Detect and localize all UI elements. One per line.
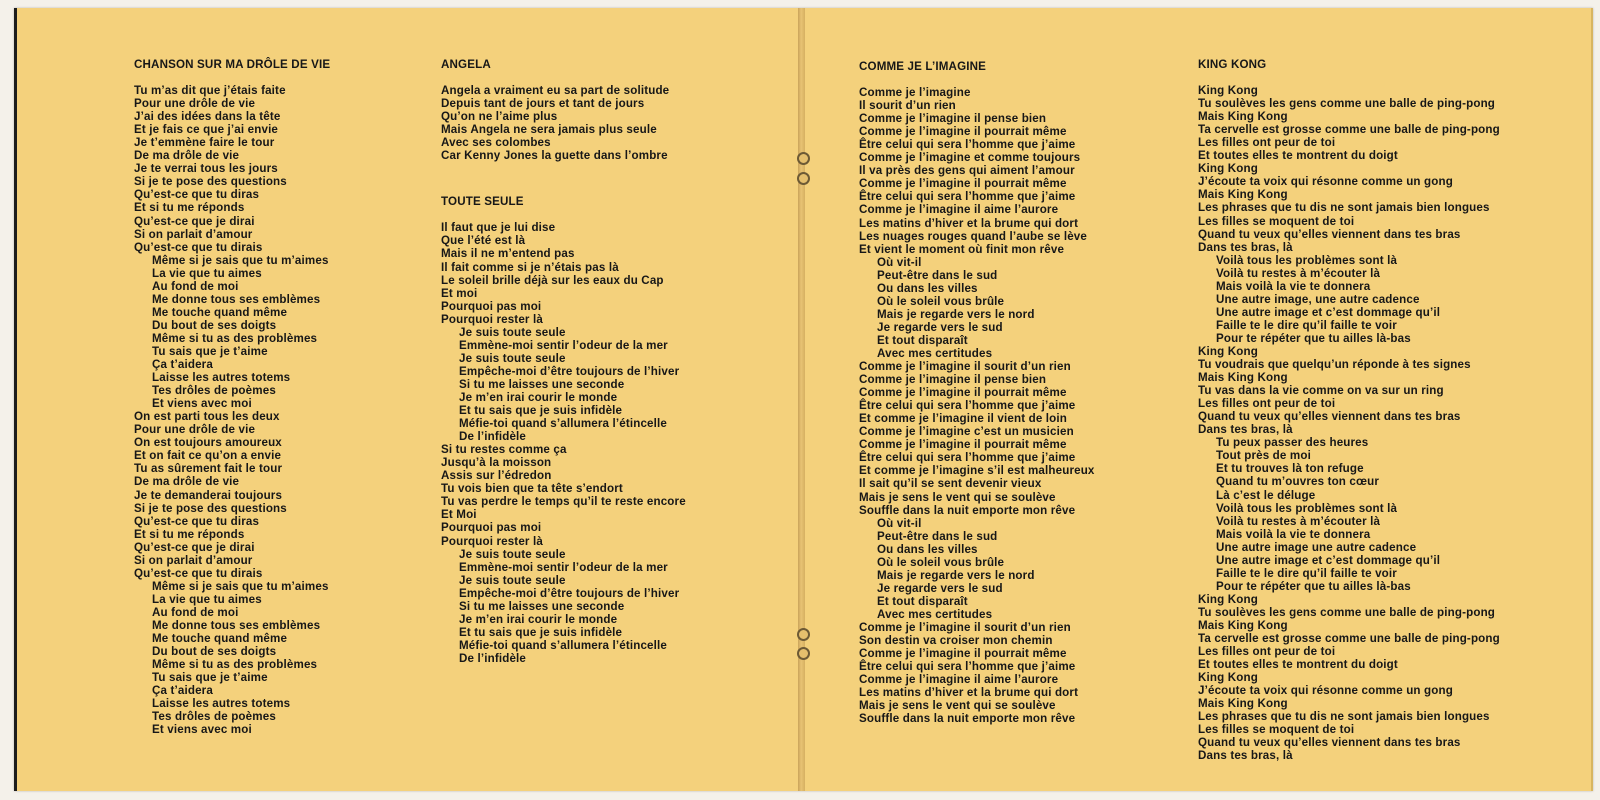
lyric-line: Il sait qu’il se sent devenir vieux <box>859 477 1042 491</box>
lyric-line: Tu as sûrement fait le tour <box>134 462 283 476</box>
lyric-line: Au fond de moi <box>152 279 239 293</box>
lyric-line: Comme je l’imagine il pense bien <box>859 373 1047 387</box>
lyric-line: Les phrases que tu dis ne sont jamais bien longues <box>1198 710 1490 724</box>
song-chanson <box>134 58 330 736</box>
lyric-line: Être celui qui sera l’homme que j’aime <box>859 399 1076 413</box>
lyric-line: Les phrases que tu dis ne sont jamais bien longues <box>1198 201 1490 215</box>
lyric-line: Mais King Kong <box>1198 110 1288 124</box>
lyric-line: Les filles ont peur de toi <box>1198 645 1336 659</box>
lyric-line: Où vit-il <box>877 255 922 269</box>
lyric-line: Angela a vraiment eu sa part de solitude <box>441 84 670 98</box>
lyric-line: Le soleil brille déjà sur les eaux du Cap <box>441 273 664 287</box>
lyric-line: De ma drôle de vie <box>134 149 240 163</box>
lyric-line: Mais voilà la vie te donnera <box>1216 279 1371 293</box>
lyric-line: King Kong <box>1198 671 1258 685</box>
lyric-line: Dans tes bras, là <box>1198 240 1293 254</box>
lyric-line: Comme je l’imagine il sourit d’un rien <box>859 360 1071 374</box>
lyric-line: Je suis toute seule <box>459 573 566 587</box>
lyric-line: Pourquoi pas moi <box>441 299 542 313</box>
lyric-line: Tu voudrais que quelqu’un réponde à tes signes <box>1198 358 1471 372</box>
lyric-line: Et si tu me réponds <box>134 527 245 541</box>
lyric-line: Tu soulèves les gens comme une balle de ping-pong <box>1198 97 1496 111</box>
lyric-line: Être celui qui sera l’homme que j’aime <box>859 451 1076 465</box>
lyric-line: Même si tu as des problèmes <box>152 331 318 345</box>
lyric-line: Et moi <box>441 286 478 300</box>
lyric-line: Comme je l’imagine <box>859 86 971 100</box>
lyric-line: Mais King Kong <box>1198 188 1288 202</box>
lyric-line: Je regarde vers le sud <box>877 581 1003 595</box>
lyric-line: Et tu sais que je suis infidèle <box>459 404 623 418</box>
lyric-line: Car Kenny Jones la guette dans l’ombre <box>441 149 668 163</box>
lyric-line: Ou dans les villes <box>877 542 978 556</box>
lyric-line: Il faut que je lui dise <box>441 221 556 235</box>
lyric-line: Qu’est-ce que tu dirais <box>134 240 263 254</box>
song-toute-seule <box>441 195 686 665</box>
lyric-line: Et viens avec moi <box>152 723 252 737</box>
lyric-line: Mais je regarde vers le nord <box>877 307 1035 321</box>
lyric-line: Qu’est-ce que tu diras <box>134 188 260 202</box>
lyric-line: Là c’est le déluge <box>1216 488 1316 502</box>
lyric-line: Comme je l’imagine il pourrait même <box>859 125 1067 139</box>
lyric-line: Me donne tous ses emblèmes <box>152 292 321 306</box>
lyric-line: Il fait comme si je n’étais pas là <box>441 260 619 274</box>
lyric-line: Du bout de ses doigts <box>152 645 277 659</box>
lyric-line: Être celui qui sera l’homme que j’aime <box>859 190 1076 204</box>
lyric-line: Mais je regarde vers le nord <box>877 568 1035 582</box>
lyric-line: Où vit-il <box>877 516 922 530</box>
lyric-line: Tu vas dans la vie comme on va sur un ring <box>1198 384 1444 398</box>
lyric-line: Les matins d’hiver et la brume qui dort <box>859 216 1079 230</box>
staple-top <box>797 152 810 165</box>
lyric-line: Son destin va croiser mon chemin <box>859 634 1053 648</box>
lyric-line: Être celui qui sera l’homme que j’aime <box>859 660 1076 674</box>
lyric-line: Où le soleil vous brûle <box>877 294 1005 308</box>
lyric-line: Une autre image et c’est dommage qu’il <box>1216 553 1441 567</box>
lyric-line: On est parti tous les deux <box>134 410 280 424</box>
lyric-line: Être celui qui sera l’homme que j’aime <box>859 138 1076 152</box>
lyric-line: Pour te répéter que tu ailles là-bas <box>1216 331 1411 345</box>
lyric-line: Je m’en irai courir le monde <box>459 612 618 626</box>
lyric-line: Si tu me laisses une seconde <box>459 377 625 391</box>
song-title: TOUTE SEULE <box>441 195 524 209</box>
lyric-line: Tu vois bien que ta tête s’endort <box>441 482 623 496</box>
lyric-line: Et je fais ce que j’ai envie <box>134 123 279 137</box>
lyric-line: Et on fait ce qu’on a envie <box>134 449 282 463</box>
lyric-line: Faille te le dire qu’il faille te voir <box>1216 318 1397 332</box>
lyric-line: Comme je l’imagine et comme toujours <box>859 151 1081 165</box>
song-title: KING KONG <box>1198 58 1267 71</box>
lyric-line: Même si tu as des problèmes <box>152 658 318 672</box>
lyric-line: Tes drôles de poèmes <box>152 710 276 724</box>
song-title: COMME JE L’IMAGINE <box>859 60 987 73</box>
lyric-line: Pourquoi rester là <box>441 312 543 326</box>
lyric-line: Dans tes bras, là <box>1198 423 1293 437</box>
lyric-line: Quand tu veux qu’elles viennent dans tes bras <box>1198 410 1461 424</box>
lyric-line: Jusqu’à la moisson <box>441 456 552 470</box>
song-kingkong <box>1198 58 1500 762</box>
lyric-line: Peut-être dans le sud <box>877 268 998 282</box>
lyric-line: J’écoute ta voix qui résonne comme un gong <box>1198 175 1453 189</box>
lyric-line: Comme je l’imagine il aime l’aurore <box>859 203 1059 217</box>
lyric-line: Au fond de moi <box>152 605 239 619</box>
lyric-line: Me touche quand même <box>152 305 288 319</box>
lyric-line: Et viens avec moi <box>152 397 252 411</box>
lyric-line: Tu m’as dit que j’étais faite <box>134 84 286 98</box>
lyric-line: Tes drôles de poèmes <box>152 384 276 398</box>
lyric-line: Je te demanderai toujours <box>134 488 283 502</box>
lyrics-block <box>1198 84 1500 762</box>
lyric-line: Les filles se moquent de toi <box>1198 723 1355 737</box>
lyric-line: Comme je l’imagine il pourrait même <box>859 438 1067 452</box>
lyric-line: Me donne tous ses emblèmes <box>152 618 321 632</box>
lyric-line: Qu’on ne l’aime plus <box>441 110 558 124</box>
lyric-line: Comme je l’imagine il pourrait même <box>859 647 1067 661</box>
lyric-line: Ou dans les villes <box>877 281 978 295</box>
lyric-line: Si tu restes comme ça <box>441 443 567 457</box>
lyric-line: Une autre image, une autre cadence <box>1216 292 1420 306</box>
lyric-line: Voilà tu restes à m’écouter là <box>1216 266 1381 280</box>
lyric-line: Qu’est-ce que tu diras <box>134 514 260 528</box>
lyric-line: Du bout de ses doigts <box>152 318 277 332</box>
lyric-line: Mais King Kong <box>1198 371 1288 385</box>
lyric-line: Les filles ont peur de toi <box>1198 397 1336 411</box>
song-angela <box>441 58 686 162</box>
lyric-line: Si tu me laisses une seconde <box>459 599 625 613</box>
lyric-line: Et tout disparaît <box>877 333 968 347</box>
lyric-line: J’écoute ta voix qui résonne comme un gong <box>1198 684 1453 698</box>
lyric-line: Comme je l’imagine il sourit d’un rien <box>859 620 1071 634</box>
lyric-line: J’ai des idées dans la tête <box>134 110 281 124</box>
lyric-line: Et comme je l’imagine s’il est malheureux <box>859 464 1095 478</box>
lyric-line: Pour une drôle de vie <box>134 97 256 111</box>
lyrics-block <box>134 84 330 736</box>
lyric-line: Quand tu veux qu’elles viennent dans tes bras <box>1198 736 1461 750</box>
lyric-line: Voilà tu restes à m’écouter là <box>1216 514 1381 528</box>
song-column-2 <box>441 58 686 665</box>
lyric-line: Même si je sais que tu m’aimes <box>152 253 329 267</box>
lyric-line: Mais il ne m’entend pas <box>441 247 575 261</box>
lyric-line: Si je te pose des questions <box>134 501 287 515</box>
lyric-line: Je suis toute seule <box>459 325 566 339</box>
lyric-line: Si je te pose des questions <box>134 175 287 189</box>
lyric-line: La vie que tu aimes <box>152 592 262 606</box>
lyric-line: Si on parlait d’amour <box>134 553 253 567</box>
lyric-line: Une autre image et c’est dommage qu’il <box>1216 305 1441 319</box>
lyric-line: Et vient le moment où finit mon rêve <box>859 242 1065 256</box>
lyric-line: Quand tu m’ouvres ton cœur <box>1216 475 1379 489</box>
lyric-line: Tout près de moi <box>1216 449 1311 463</box>
lyric-line: Une autre image une autre cadence <box>1216 540 1417 554</box>
lyric-line: Qu’est-ce que je dirai <box>134 540 255 554</box>
lyric-line: Il va près des gens qui aiment l’amour <box>859 164 1075 178</box>
lyric-line: Ta cervelle est grosse comme une balle de ping-pong <box>1198 123 1500 137</box>
lyric-line: Faille te le dire qu’il faille te voir <box>1216 566 1397 580</box>
lyric-line: Pour une drôle de vie <box>134 423 256 437</box>
lyric-line: King Kong <box>1198 162 1258 176</box>
lyric-line: Tu sais que je t’aime <box>152 344 268 358</box>
lyric-line: Méfie-toi quand s’allumera l’étincelle <box>459 417 667 431</box>
lyric-line: Même si je sais que tu m’aimes <box>152 579 329 593</box>
lyric-line: Mais Angela ne sera jamais plus seule <box>441 123 657 137</box>
song-title: CHANSON SUR MA DRÔLE DE VIE <box>134 58 331 71</box>
lyric-line: Méfie-toi quand s’allumera l’étincelle <box>459 638 667 652</box>
lyric-line: Et si tu me réponds <box>134 201 245 215</box>
song-title: ANGELA <box>441 58 491 71</box>
lyric-line: Tu vas perdre le temps qu’il te reste encore <box>441 495 686 509</box>
lyric-line: Pour te répéter que tu ailles là-bas <box>1216 579 1411 593</box>
lyric-line: King Kong <box>1198 592 1258 606</box>
lyric-line: Mais je sens le vent qui se soulève <box>859 699 1056 713</box>
lyrics-block <box>441 84 686 162</box>
lyric-line: Assis sur l’édredon <box>441 469 552 483</box>
lyric-line: Ta cervelle est grosse comme une balle de ping-pong <box>1198 632 1500 646</box>
lyric-line: Les filles ont peur de toi <box>1198 136 1336 150</box>
lyric-line: Avec ses colombes <box>441 136 551 150</box>
lyric-line: Comme je l’imagine il pense bien <box>859 112 1047 126</box>
lyric-line: Laisse les autres totems <box>152 371 291 385</box>
staple-top-2 <box>797 172 810 185</box>
lyric-line: Et toutes elles te montrent du doigt <box>1198 658 1398 672</box>
staple-bottom <box>797 628 810 641</box>
lyric-line: King Kong <box>1198 84 1258 98</box>
lyric-line: Tu soulèves les gens comme une balle de ping-pong <box>1198 605 1496 619</box>
lyric-line: Comme je l’imagine c’est un musicien <box>859 425 1074 439</box>
lyric-line: Les filles se moquent de toi <box>1198 214 1355 228</box>
lyrics-block <box>859 86 1095 725</box>
lyric-line: Les matins d’hiver et la brume qui dort <box>859 686 1079 700</box>
lyric-line: Mais King Kong <box>1198 618 1288 632</box>
lyric-line: Souffle dans la nuit emporte mon rêve <box>859 503 1076 517</box>
lyric-line: Il sourit d’un rien <box>859 99 956 113</box>
lyric-line: Où le soleil vous brûle <box>877 555 1005 569</box>
lyric-line: Et comme je l’imagine il vient de loin <box>859 412 1067 426</box>
lyric-line: Je suis toute seule <box>459 547 566 561</box>
lyric-line: Dans tes bras, là <box>1198 749 1293 763</box>
lyric-line: Avec mes certitudes <box>877 607 993 621</box>
lyric-line: Depuis tant de jours et tant de jours <box>441 97 645 111</box>
lyric-line: Si on parlait d’amour <box>134 227 253 241</box>
lyric-line: Souffle dans la nuit emporte mon rêve <box>859 712 1076 726</box>
lyric-line: Mais je sens le vent qui se soulève <box>859 490 1056 504</box>
lyric-line: Et tu trouves là ton refuge <box>1216 462 1364 476</box>
lyric-line: On est toujours amoureux <box>134 436 282 450</box>
lyric-line: Et tu sais que je suis infidèle <box>459 625 623 639</box>
lyric-line: Comme je l’imagine il pourrait même <box>859 177 1067 191</box>
lyric-line: Je suis toute seule <box>459 351 566 365</box>
lyric-line: Je te verrai tous les jours <box>134 162 278 176</box>
lyric-line: Qu’est-ce que je dirai <box>134 214 255 228</box>
lyric-line: Tu sais que je t’aime <box>152 671 268 685</box>
song-separator <box>441 162 686 195</box>
lyric-line: Ça t’aidera <box>152 358 213 372</box>
lyric-line: Et toutes elles te montrent du doigt <box>1198 149 1398 163</box>
staple-bottom-2 <box>797 647 810 660</box>
lyric-line: Tu peux passer des heures <box>1216 436 1369 450</box>
lyric-line: Avec mes certitudes <box>877 346 993 360</box>
lyric-line: Je m’en irai courir le monde <box>459 390 618 404</box>
lyric-line: Mais King Kong <box>1198 697 1288 711</box>
lyric-line: King Kong <box>1198 344 1258 358</box>
lyric-line: Quand tu veux qu’elles viennent dans tes bras <box>1198 227 1461 241</box>
lyric-line: Voilà tous les problèmes sont là <box>1216 501 1398 515</box>
lyric-line: De l’infidèle <box>459 430 527 444</box>
lyric-line: Peut-être dans le sud <box>877 529 998 543</box>
lyric-line: De l’infidèle <box>459 651 527 665</box>
lyric-line: Empêche-moi d’être toujours de l’hiver <box>459 364 680 378</box>
lyric-line: La vie que tu aimes <box>152 266 262 280</box>
lyric-line: Les nuages rouges quand l’aube se lève <box>859 229 1087 243</box>
lyric-line: Et Moi <box>441 508 477 522</box>
lyric-line: Pourquoi pas moi <box>441 521 542 535</box>
lyric-line: Laisse les autres totems <box>152 697 291 711</box>
lyric-line: Que l’été est là <box>441 234 526 248</box>
lyric-line: Voilà tous les problèmes sont là <box>1216 253 1398 267</box>
lyric-line: Je regarde vers le sud <box>877 320 1003 334</box>
lyric-line: Qu’est-ce que tu dirais <box>134 566 263 580</box>
lyrics-block <box>441 221 686 665</box>
lyric-line: Comme je l’imagine il pourrait même <box>859 386 1067 400</box>
lyric-line: Ça t’aidera <box>152 684 213 698</box>
lyric-line: Emmène-moi sentir l’odeur de la mer <box>459 560 668 574</box>
booklet-spine <box>798 8 805 791</box>
lyric-line: De ma drôle de vie <box>134 475 240 489</box>
lyric-line: Comme je l’imagine il aime l’aurore <box>859 673 1059 687</box>
lyric-line: Me touche quand même <box>152 632 288 646</box>
lyric-line: Je t’emmène faire le tour <box>134 136 275 150</box>
lyric-line: Empêche-moi d’être toujours de l’hiver <box>459 586 680 600</box>
song-comme <box>859 60 1095 725</box>
lyric-line: Pourquoi rester là <box>441 534 543 548</box>
lyric-line: Emmène-moi sentir l’odeur de la mer <box>459 338 668 352</box>
lyric-line: Et tout disparaît <box>877 594 968 608</box>
lyric-line: Mais voilà la vie te donnera <box>1216 527 1371 541</box>
